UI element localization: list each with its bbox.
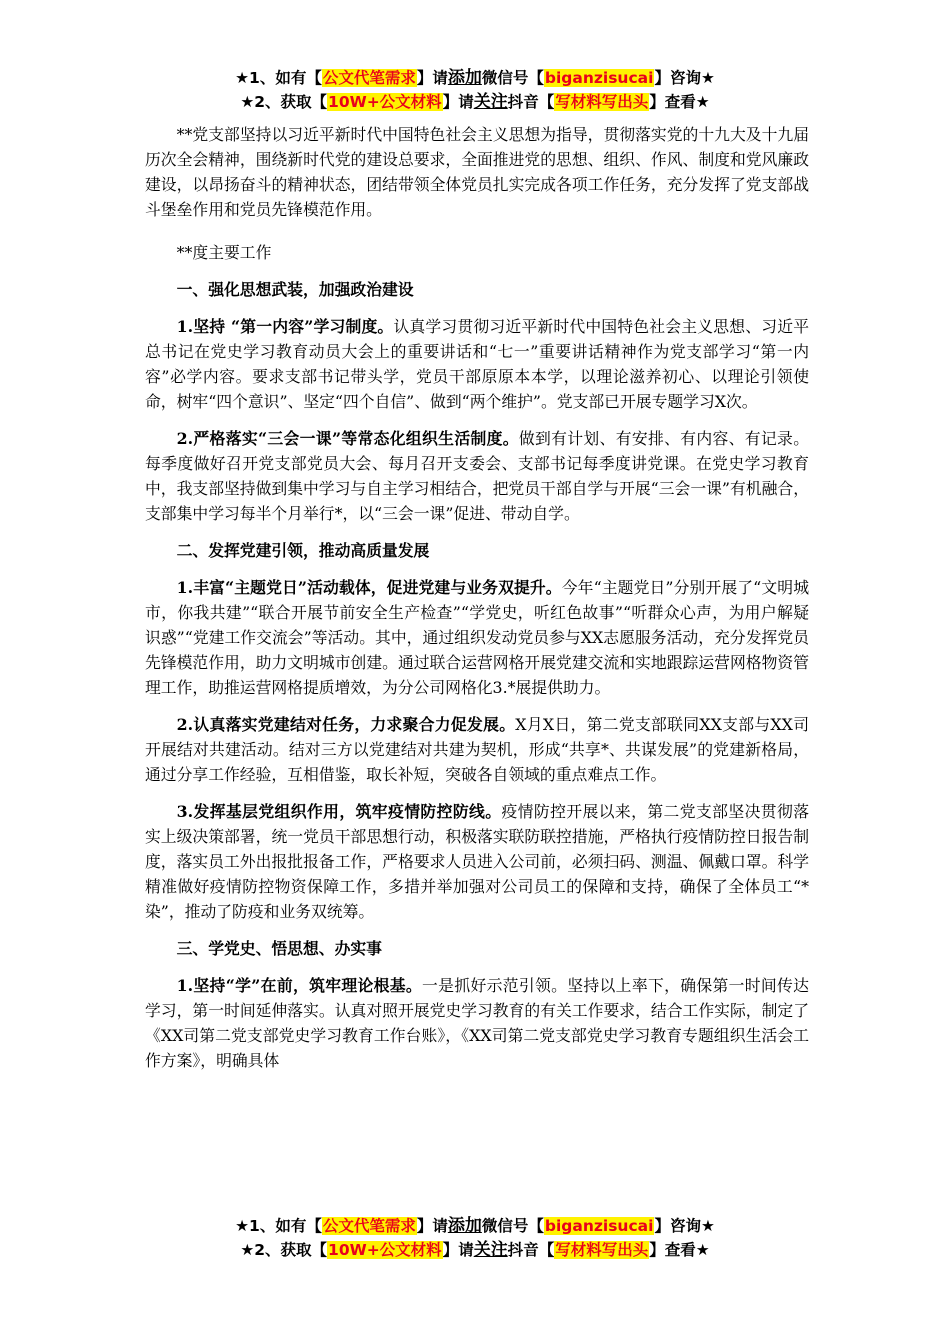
promo-line-1 bbox=[0, 66, 950, 90]
document-body bbox=[145, 122, 809, 1073]
promo-line-2 bbox=[0, 90, 950, 114]
intro-paragraph: **党支部坚持以习近平新时代中国特色社会主义思想为指导，贯彻落实党的十九大及十九届历次全会精神，围绕新时代党的建设总要求，全面推进党的思想、组织、作风、制度和党风廉政建设，以昂扬奋斗的精神状态，团结带领全体党员扎实完成各项工作任务，充分发挥了党支部战斗堡垒作用和党员先锋模范作用。 bbox=[145, 125, 809, 219]
promo-text: 微信号【 bbox=[481, 69, 544, 87]
item-paragraph bbox=[145, 799, 809, 924]
promo-text: ★2、获取【 bbox=[240, 1241, 328, 1259]
item-text: X月X日，第二党支部联同XX支部与XX司开展结对共建活动。结对三方以党建结对共建为契机，形成“共享*、共谋发展”的党建新格局，通过分享工作经验，互相借鉴，取长补短，突破各自领域的重点难点工作。 bbox=[145, 715, 809, 784]
promo-wechat-id: biganzisucai bbox=[544, 1217, 654, 1235]
promo-text: 】查看★ bbox=[649, 1241, 710, 1259]
promo-text: 】咨询★ bbox=[654, 69, 715, 87]
promo-banner-bottom bbox=[0, 1214, 950, 1262]
promo-emphasis: 关注 bbox=[473, 92, 508, 112]
item-paragraph bbox=[145, 575, 809, 700]
item-lead: 2.严格落实“三会一课”等常态化组织生活制度。 bbox=[176, 429, 519, 448]
promo-text: 】请 bbox=[442, 1241, 474, 1259]
promo-text: 抖音【 bbox=[507, 1241, 555, 1259]
item-text: 做到有计划、有安排、有内容、有记录。每季度做好召开党支部党员大会、每月召开支委会、支部书记每季度讲党课。在党史学习教育中，我支部坚持做到集中学习与自主学习相结合，把党员干部自学与开展“三会一课”有机融合，支部集中学习每半个月举行*，以“三会一课”促进、带动自学。 bbox=[145, 429, 809, 523]
promo-text: ★1、如有【 bbox=[235, 1217, 322, 1235]
promo-line-1 bbox=[0, 1214, 950, 1238]
promo-text: 】咨询★ bbox=[654, 1217, 715, 1235]
promo-text: ★1、如有【 bbox=[235, 69, 322, 87]
promo-text: 抖音【 bbox=[507, 93, 555, 111]
promo-text: ★2、获取【 bbox=[240, 93, 328, 111]
promo-highlight: 公文代笔需求 bbox=[322, 69, 416, 87]
item-lead: 2.认真落实党建结对任务，力求聚合力促发展。 bbox=[176, 715, 516, 734]
item-text: 今年“主题党日”分别开展了“文明城市，你我共建”“联合开展节前安全生产检查”“学党史，听红色故事”“听群众心声，为用户解疑识惑”“党建工作交流会”等活动。其中，通过组织发动党员参与XX志愿服务活动，充分发挥党员先锋模范作用，助力文明城市创建。通过联合运营网格开展党建交流和实地跟踪运营网格物资管理工作，助推运营网格提质增效，为分公司网格化3.*展提供助力。 bbox=[145, 578, 809, 697]
promo-banner-top bbox=[0, 66, 950, 114]
promo-douyin-id: 写材料写出头 bbox=[555, 1241, 649, 1259]
promo-douyin-id: 写材料写出头 bbox=[555, 93, 649, 111]
promo-text: 】请 bbox=[416, 69, 448, 87]
item-text: 一是抓好示范引领。坚持以上率下，确保第一时间传达学习，第一时间延伸落实。认真对照开展党史学习教育的有关工作要求，结合工作实际，制定了《XX司第二党支部党史学习教育工作台账》，《XX司第二党支部党史学习教育专题组织生活会工作方案》，明确具体 bbox=[145, 976, 809, 1070]
section-heading: 一、强化思想武装，加强政治建设 bbox=[176, 280, 414, 299]
promo-wechat-id: biganzisucai bbox=[544, 69, 654, 87]
item-text: 认真学习贯彻习近平新时代中国特色社会主义思想、习近平总书记在党史学习教育动员大会上的重要讲话和“七一”重要讲话精神作为党支部学习“第一内容”必学内容。要求支部书记带头学，党员干部原原本本学，以理论滋养初心、以理论引领使命，树牢“四个意识”、坚定“四个自信”、做到“两个维护”。党支部已开展专题学习X次。 bbox=[145, 317, 809, 411]
item-lead: 1.丰富“主题党日”活动载体，促进党建与业务双提升。 bbox=[176, 578, 562, 597]
promo-line-2 bbox=[0, 1238, 950, 1262]
item-paragraph bbox=[145, 712, 809, 787]
promo-text: 】请 bbox=[416, 1217, 448, 1235]
promo-emphasis: 添加 bbox=[447, 1216, 482, 1236]
item-paragraph bbox=[145, 426, 809, 526]
item-lead: 1.坚持 “第一内容”学习制度。 bbox=[176, 317, 394, 336]
item-text: 疫情防控开展以来，第二党支部坚决贯彻落实上级决策部署，统一党员干部思想行动，积极落实联防联控措施，严格执行疫情防控日报告制度，落实员工外出报批报备工作，严格要求人员进入公司前，必须扫码、测温、佩戴口罩。科学精准做好疫情防控物资保障工作，多措并举加强对公司员工的保障和支持，确保了全体员工“*染”，推动了防疫和业务双统筹。 bbox=[145, 802, 809, 921]
promo-text: 微信号【 bbox=[481, 1217, 544, 1235]
promo-emphasis: 关注 bbox=[473, 1240, 508, 1260]
promo-text: 】查看★ bbox=[649, 93, 710, 111]
promo-highlight: 公文代笔需求 bbox=[322, 1217, 416, 1235]
promo-highlight: 10W+公文材料 bbox=[328, 1241, 442, 1259]
section-heading: 二、发挥党建引领，推动高质量发展 bbox=[176, 541, 430, 560]
promo-emphasis: 添加 bbox=[447, 68, 482, 88]
subtitle: **度主要工作 bbox=[176, 243, 272, 262]
item-lead: 1.坚持“学”在前，筑牢理论根基。 bbox=[176, 976, 423, 995]
promo-highlight: 10W+公文材料 bbox=[328, 93, 442, 111]
promo-text: 】请 bbox=[442, 93, 474, 111]
item-lead: 3.发挥基层党组织作用，筑牢疫情防控防线。 bbox=[176, 802, 502, 821]
item-paragraph bbox=[145, 314, 809, 414]
section-heading: 三、学党史、悟思想、办实事 bbox=[176, 939, 382, 958]
item-paragraph bbox=[145, 973, 809, 1073]
